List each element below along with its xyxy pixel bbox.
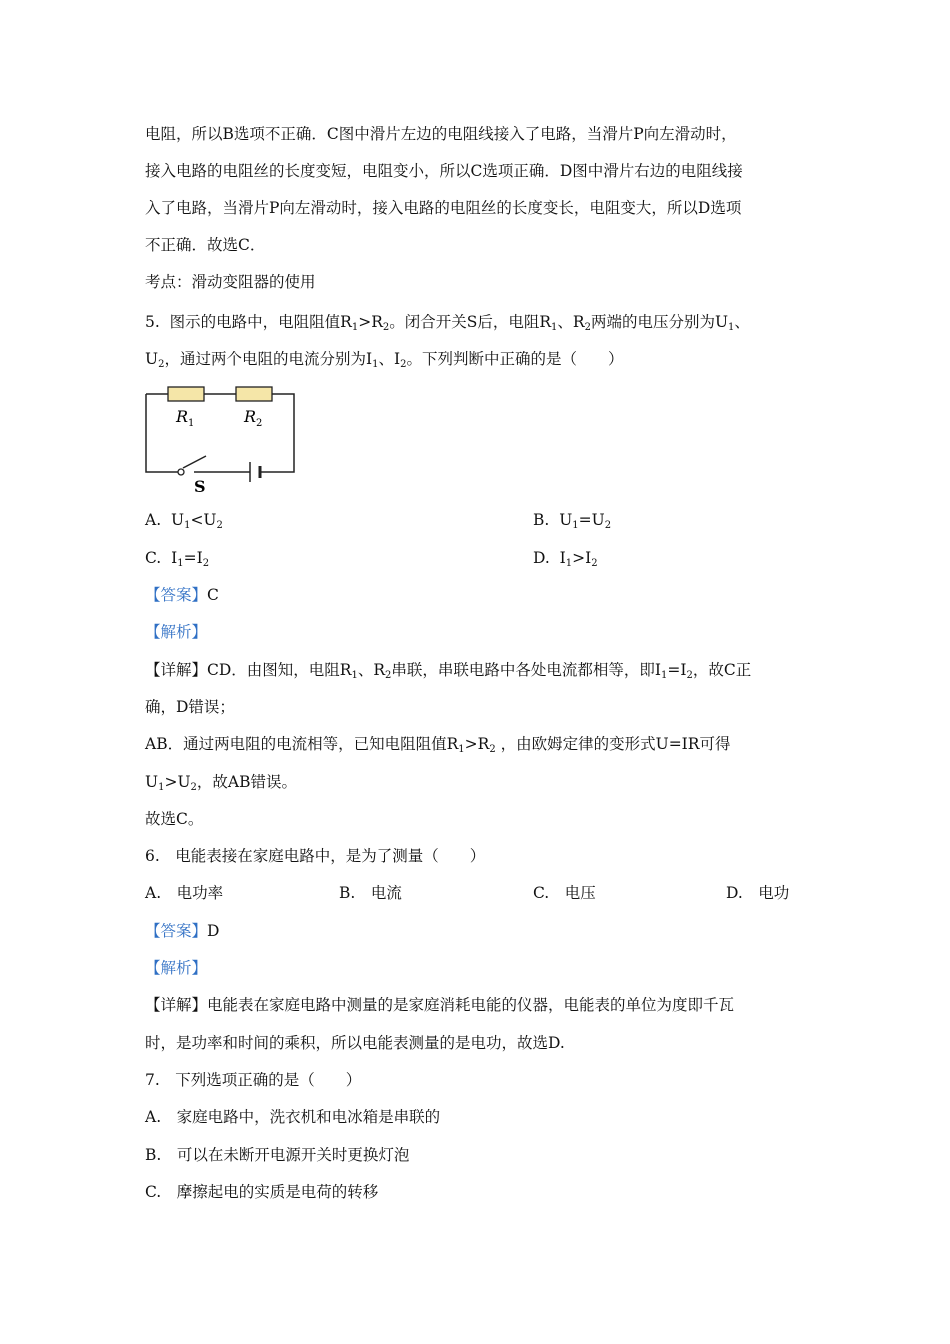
question-5-stem: 5. 图示的电路中，电阻阻值$R_1>R_2$。闭合开关S后，电阻$R_1$、$R_2$两端的电压分别为$U_1$、: [145, 313, 750, 333]
answer-tag: 【答案】: [145, 922, 208, 940]
analysis-tag: 【解析】: [145, 623, 208, 641]
detail-line: 故选C。: [145, 810, 204, 828]
option-b: B. $U_1=U_2$: [533, 511, 612, 531]
detail-line: AB．通过两电阻的电流相等，已知电阻阻值$R_1>R_2$ ，由欧姆定律的变形式U=IR可得: [145, 735, 731, 755]
text-line: 入了电路，当滑片P向左滑动时，接入电路的电阻丝的长度变长，电阻变大，所以D选项: [145, 199, 742, 217]
detail-line: 确，D错误；: [145, 698, 235, 716]
resistor-r1: [168, 387, 204, 401]
option-d: D. 电功: [726, 884, 790, 902]
answer-line: 【答案】C: [145, 586, 219, 604]
option-a: A. $U_1<U_2$: [145, 511, 223, 531]
resistor-r2: [236, 387, 272, 401]
label-switch: S: [194, 477, 206, 494]
question-5-stem-cont: $U_2$，通过两个电阻的电流分别为$I_1$、$I_2$。下列判断中正确的是（ ）: [145, 350, 624, 370]
knowledge-point: 考点：滑动变阻器的使用: [145, 273, 316, 291]
label-r1: $R_1$: [176, 407, 195, 429]
detail-line: 【详解】电能表在家庭电路中测量的是家庭消耗电能的仪器，电能表的单位为度即千瓦: [145, 996, 735, 1014]
option-a: A. 电功率: [145, 884, 224, 902]
text-line: 电阻，所以B选项不正确．C图中滑片左边的电阻线接入了电路，当滑片P向左滑动时，: [145, 125, 737, 143]
text-line: 不正确．故选C．: [145, 236, 266, 254]
circuit-wires: [146, 394, 294, 472]
option-c: C. 摩擦起电的实质是电荷的转移: [145, 1183, 379, 1201]
switch-pivot: [178, 469, 184, 475]
option-b: B. 电流: [339, 884, 402, 902]
label-r2: $R_2$: [244, 407, 263, 429]
circuit-diagram: [140, 384, 305, 494]
answer-line: 【答案】D: [145, 922, 220, 940]
question-6-stem: 6. 电能表接在家庭电路中，是为了测量（ ）: [145, 847, 486, 865]
option-b: B. 可以在未断开电源开关时更换灯泡: [145, 1146, 410, 1164]
option-a: A. 家庭电路中，洗衣机和电冰箱是串联的: [145, 1108, 441, 1126]
analysis-tag: 【解析】: [145, 959, 208, 977]
option-c: C. $I_1=I_2$: [145, 549, 210, 569]
option-c: C. 电压: [533, 884, 596, 902]
detail-line: 【详解】CD．由图知，电阻$R_1$、$R_2$串联，串联电路中各处电流都相等，即$I_1=I_2$，故C正: [145, 661, 752, 681]
question-7-stem: 7. 下列选项正确的是（ ）: [145, 1071, 362, 1089]
detail-line: $U_1>U_2$，故AB错误。: [145, 773, 297, 793]
text-line: 接入电路的电阻丝的长度变短，电阻变小，所以C选项正确．D图中滑片右边的电阻线接: [145, 162, 743, 180]
answer-tag: 【答案】: [145, 586, 208, 604]
option-d: D. $I_1>I_2$: [533, 549, 598, 569]
detail-line: 时，是功率和时间的乘积，所以电能表测量的是电功，故选D.: [145, 1034, 565, 1052]
